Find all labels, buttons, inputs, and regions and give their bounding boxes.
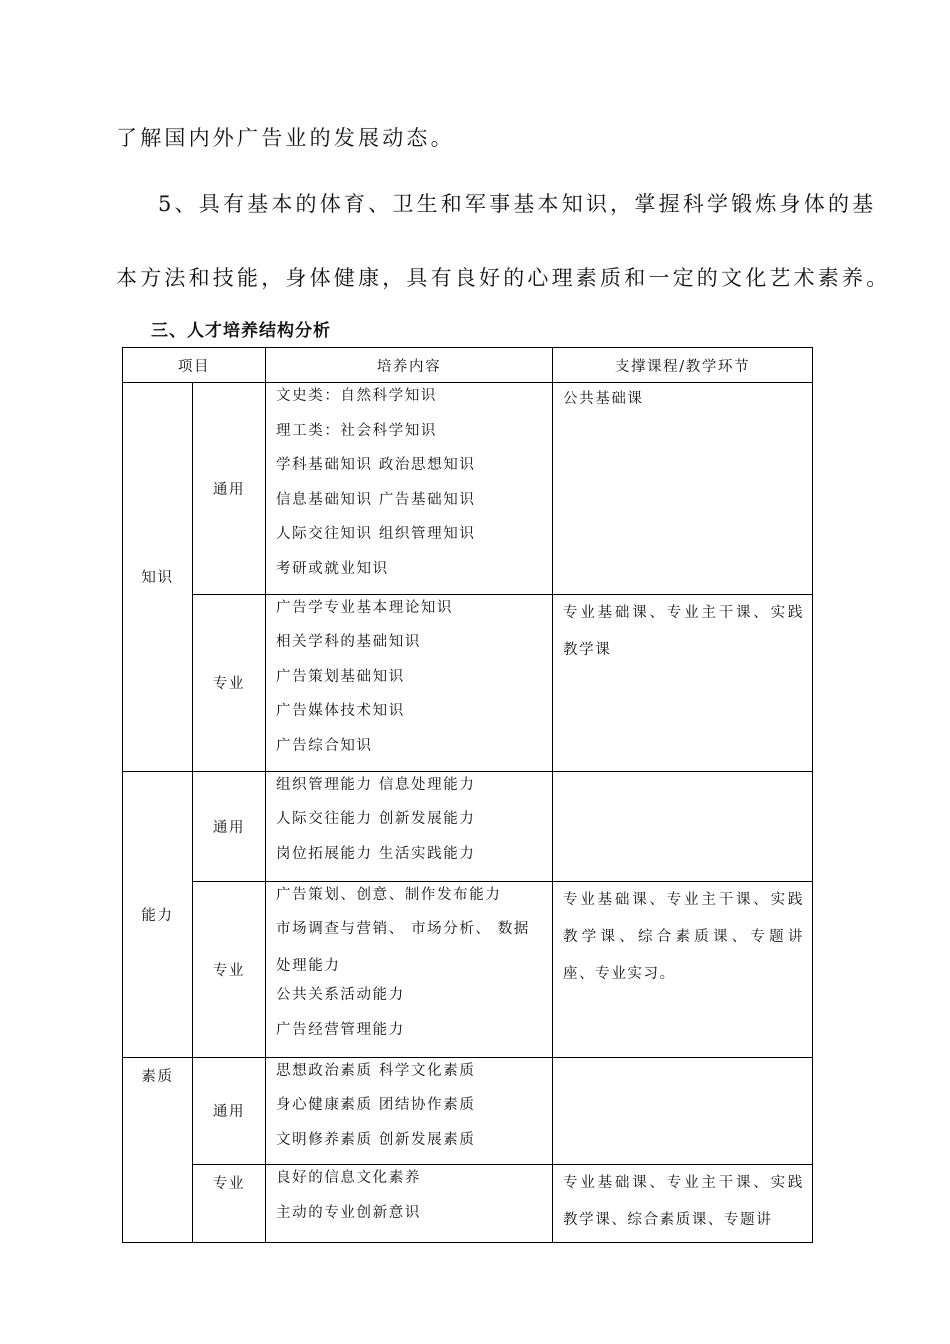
content-cell: [266, 771, 553, 881]
content-item: 文明修养素质 创新发展素质: [276, 1131, 476, 1148]
subcategory-general: 通用: [193, 383, 266, 595]
talent-structure-table: [122, 347, 813, 1243]
content-item: 文史类：自然科学知识: [276, 388, 438, 404]
subcategory-general: 通用: [193, 771, 266, 881]
support-cell: 专业基础课、专业主干课、实践教学课、综合素质课、专题讲座、专业实习。: [553, 881, 813, 1057]
table-row: [123, 1165, 813, 1243]
table-row: [123, 881, 813, 1057]
content-item: 广告媒体技术知识: [276, 703, 405, 720]
subcategory-general: 通用: [193, 1057, 266, 1165]
content-item: 主动的专业创新意识: [276, 1204, 421, 1221]
category-knowledge: 知识: [123, 383, 193, 772]
paragraph-line-1: 了解国内外广告业的发展动态。: [116, 126, 455, 150]
content-item: 良好的信息文化素养: [276, 1170, 421, 1187]
content-item: 岗位拓展能力 生活实践能力: [276, 845, 476, 862]
content-item: 身心健康素质 团结协作素质: [276, 1097, 476, 1114]
content-cell: [266, 594, 553, 771]
content-item: 考研或就业知识: [276, 560, 389, 577]
content-item: 理工类：社会科学知识: [276, 422, 438, 439]
support-cell: 专业基础课、专业主干课、实践教学课: [553, 594, 813, 771]
header-item: 项目: [123, 348, 266, 383]
support-cell: 专业基础课、专业主干课、实践教学课、综合素质课、专题讲: [553, 1165, 813, 1243]
support-cell: [553, 1057, 813, 1165]
content-cell: [266, 881, 553, 1057]
support-cell: [553, 771, 813, 881]
table-header-row: [123, 348, 813, 383]
content-item: 相关学科的基础知识: [276, 634, 421, 651]
content-item: 广告策划基础知识: [276, 668, 405, 685]
content-item: 信息基础知识 广告基础知识: [276, 491, 476, 508]
table-row: [123, 771, 813, 881]
table-row: [123, 383, 813, 595]
content-item: 公共关系活动能力: [276, 987, 405, 1004]
content-item: 市场调查与营销、 市场分析、 数据处理能力: [276, 921, 530, 975]
table-row: [123, 1057, 813, 1165]
content-item: 广告经营管理能力: [276, 1021, 405, 1038]
content-item: 广告策划、创意、制作发布能力: [276, 886, 502, 903]
category-ability: 能力: [123, 771, 193, 1057]
header-support: 支撑课程/教学环节: [553, 348, 813, 383]
subcategory-major: 专业: [193, 1165, 266, 1243]
category-quality: 素质: [123, 1057, 193, 1243]
content-item: 广告学专业基本理论知识: [276, 599, 454, 616]
table-row: [123, 594, 813, 771]
subcategory-major: 专业: [193, 594, 266, 771]
content-item: 学科基础知识 政治思想知识: [276, 457, 476, 474]
content-item: 人际交往知识 组织管理知识: [276, 526, 476, 543]
content-item: 人际交往能力 创新发展能力: [276, 811, 476, 828]
paragraph-line-2: 5、具有基本的体育、卫生和军事基本知识，掌握科学锻炼身体的基: [158, 192, 877, 216]
content-item: 思想政治素质 科学文化素质: [276, 1062, 476, 1079]
support-cell: 公共基础课: [553, 383, 813, 595]
paragraph-line-3: 本方法和技能，身体健康，具有良好的心理素质和一定的文化艺术素养。: [116, 266, 891, 290]
content-item: 广告综合知识: [276, 737, 373, 754]
content-item: 组织管理能力 信息处理能力: [276, 776, 476, 793]
content-cell: [266, 383, 553, 595]
content-cell: [266, 1057, 553, 1165]
section-heading: 三、人才培养结构分析: [151, 321, 331, 341]
header-content: 培养内容: [266, 348, 553, 383]
content-cell: [266, 1165, 553, 1243]
subcategory-major: 专业: [193, 881, 266, 1057]
